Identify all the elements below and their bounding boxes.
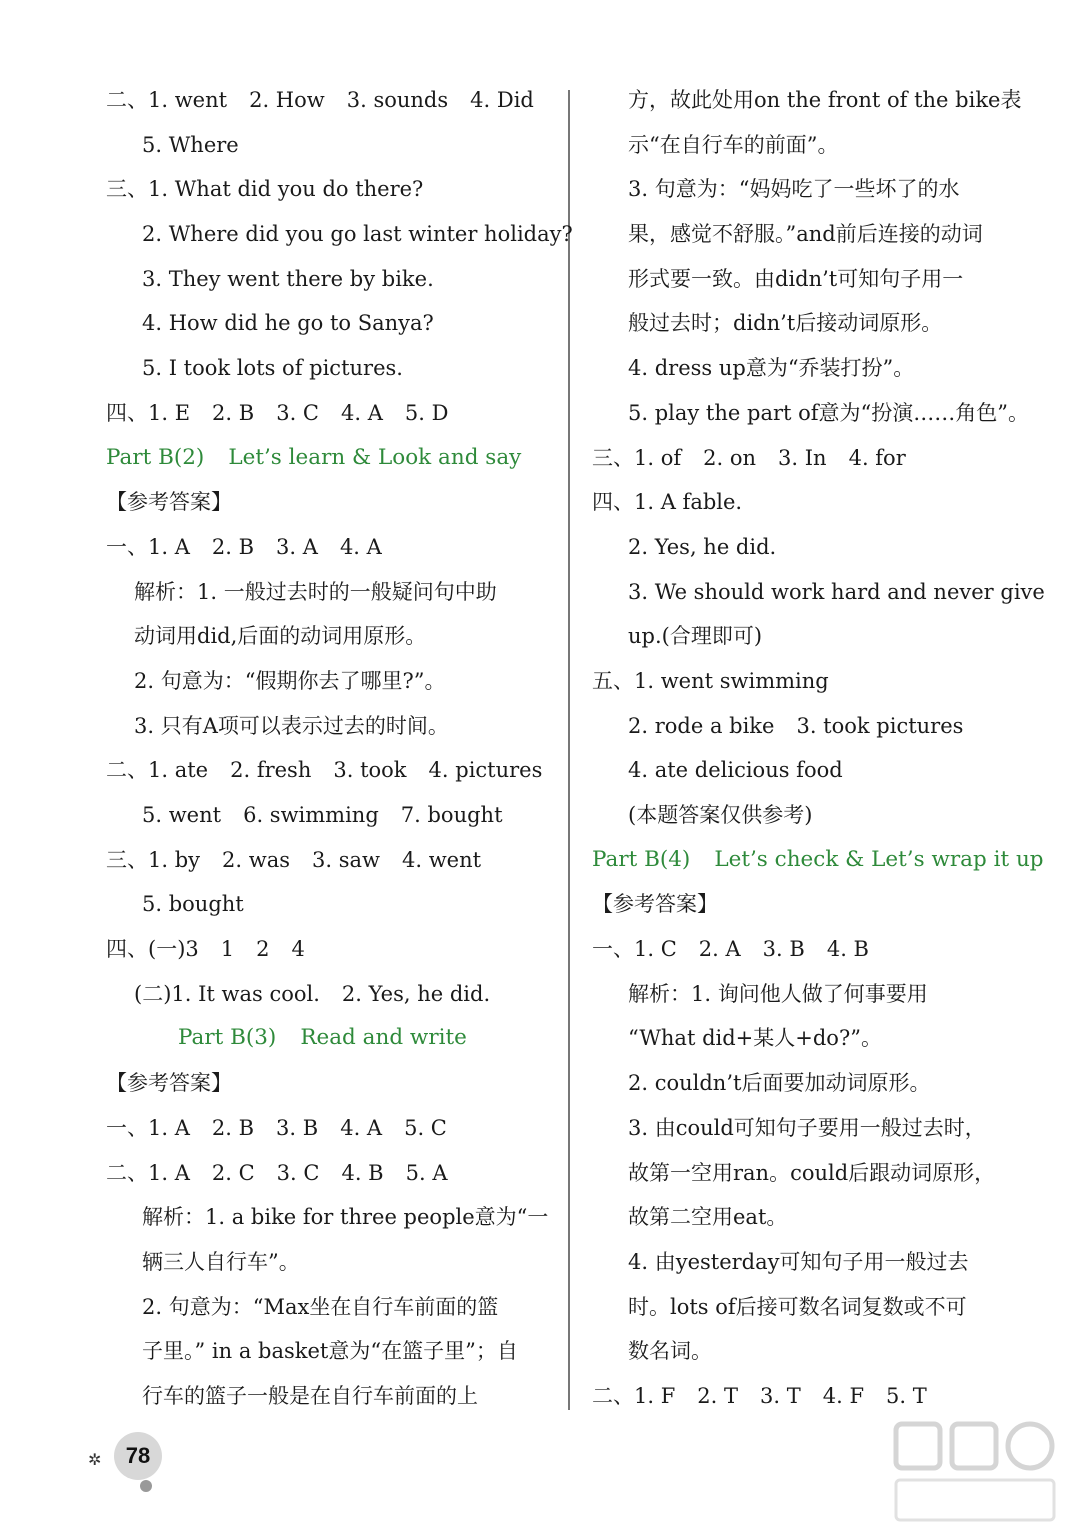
answer-line [106,1061,556,1106]
answer-line [106,1285,556,1330]
answer-text: 3. A [276,534,318,559]
answer-text: 5. D [404,400,449,425]
answer-line [592,212,1042,257]
answer-line [106,1151,556,1196]
answer-text: 3. took pictures [796,713,964,738]
answer-text: 2. 句意为：“假期你去了哪里?”。 [134,668,446,693]
answer-text: 解析：1. 一般过去时的一般疑问句中助 [134,579,497,604]
answer-text: 3. 只有A项可以表示过去的时间。 [134,713,449,738]
answer-line [106,748,556,793]
answer-line [592,972,1042,1017]
heading-text: Part B(2) [106,444,205,470]
answer-text: 三、1. What did you do there? [106,177,424,202]
answer-line [106,346,556,391]
answer-line [592,1240,1042,1285]
answer-text: 4. 由yesterday可知句子用一般过去 [628,1249,969,1274]
answer-line [592,704,1042,749]
answer-text: 故第二空用eat。 [628,1205,788,1230]
answer-line [592,167,1042,212]
answer-text: 4. B [341,1160,384,1185]
answer-line [106,123,556,168]
answer-text: 3. took [333,758,407,783]
answer-text: 3. 由could可知句子要用一般过去时， [628,1115,986,1140]
answer-text: 一、1. C [592,937,677,962]
answer-text: 四、1. E [106,400,191,425]
answer-text: 3. C [276,1160,320,1185]
answer-text: 3. We should work hard and never give [628,579,1045,604]
answer-text: 四、(一)3 [106,937,199,962]
answer-line [592,78,1042,123]
answer-line [106,391,556,436]
answer-text: 5. I took lots of pictures. [142,356,403,381]
answer-line [592,659,1042,704]
answer-text: 3. In [778,445,827,470]
answer-text: 二、1. F [592,1383,676,1408]
answer-text: 形式要一致。由didn’t可知句子用一 [628,266,964,291]
answer-text: 3. B [276,1115,319,1140]
answer-text: 4. ate delicious food [628,758,843,783]
answer-text: 2. on [703,445,757,470]
answer-line [106,1195,556,1240]
answer-line [106,1374,556,1419]
answer-text: 5. Where [142,132,239,157]
answer-line [592,257,1042,302]
answer-line [592,882,1042,927]
answer-text: 4. Did [470,88,534,112]
answer-line [592,793,1042,838]
answer-text: 7. bought [400,803,503,827]
answer-text: 二、1. ate [106,758,209,783]
answer-text: 2. C [211,1160,255,1185]
answer-text: 3. sounds [346,88,449,112]
answer-text: 3. They went there by bike. [142,266,434,291]
answer-text: 数名词。 [628,1339,712,1364]
answer-line [592,436,1042,481]
answer-text: 一、1. A [106,1115,190,1140]
answer-text: 3. saw [312,847,380,872]
heading-text: Read and write [300,1025,467,1051]
answer-line [106,1329,556,1374]
section-heading [106,436,556,481]
answer-text: 示“在自行车的前面”。 [628,132,839,157]
heading-text: Let’s learn & Look and say [228,444,522,470]
answer-line [106,167,556,212]
answer-text: 2. A [698,937,741,962]
answer-text: 2. B [212,400,255,425]
heading-text: Let’s check & Let’s wrap it up [714,846,1044,872]
answer-line [106,614,556,659]
answer-text: 4. pictures [428,758,543,783]
answer-line [106,882,556,927]
answer-line [592,1329,1042,1374]
answer-line [592,748,1042,793]
answer-text: 【参考答案】 [106,490,232,515]
answer-text: 4. dress up意为“乔装打扮”。 [628,356,915,381]
answer-line [106,570,556,615]
answer-text: 6. swimming [243,803,379,827]
answer-text: (本题答案仅供参考) [628,803,813,827]
answer-text: 4. B [826,937,869,962]
answer-text: 2 [256,937,270,962]
answer-text: 五、1. went swimming [592,668,829,693]
column-divider [568,90,570,1410]
answer-line [592,346,1042,391]
heading-text: Part B(3) [178,1025,277,1051]
answer-line [106,212,573,257]
answer-text: 2. Where did you go last winter holiday? [142,222,573,247]
answer-text: 解析：1. 询问他人做了何事要用 [628,981,928,1006]
answer-text: 4. A [340,400,383,425]
answer-line [592,1016,1042,1061]
answer-text: 4. A [340,1115,383,1140]
answer-text: 5. T [886,1383,927,1408]
answer-text: 4 [291,937,305,962]
answer-text: 2. rode a bike [628,713,775,738]
answer-site-logo [890,1418,1060,1526]
answer-line [106,793,556,838]
answer-line [592,927,1042,972]
answer-text: 四、1. A fable. [592,490,743,515]
answer-line [592,301,1042,346]
answer-text: 动词用did,后面的动词用原形。 [134,624,427,649]
answer-text: 三、1. of [592,445,682,470]
answer-line [592,1106,1042,1151]
answer-text: 4. A [339,534,382,559]
answer-line [106,659,556,704]
answer-text: 方，故此处用on the front of the bike表 [628,88,1022,112]
answer-text: 二、1. A [106,1160,190,1185]
answer-line [106,1240,556,1285]
answer-line [106,257,556,302]
answer-text: 4. How did he go to Sanya? [142,311,434,336]
answer-text: 行车的篮子一般是在自行车前面的上 [142,1383,478,1408]
heading-text: Part B(4) [592,846,691,872]
answer-line [592,1195,1042,1240]
answer-text: 4. went [402,847,482,872]
answer-text: 时。lots of后接可数名词复数或不可 [628,1294,967,1319]
answer-text: 子里。” in a basket意为“在篮子里”；自 [142,1339,518,1364]
answer-text: 2. Yes, he did. [341,981,491,1006]
answer-line [592,614,1042,659]
answer-text: 2. 句意为：“Max坐在自行车前面的篮 [142,1294,499,1319]
answer-text: 2. was [222,847,291,872]
answer-text: 一、1. A [106,534,190,559]
answer-line [106,525,556,570]
answer-text: 果，感觉不舒服。”and前后连接的动词 [628,222,983,247]
answer-text: 3. T [760,1383,801,1408]
answer-text: 2. How [249,88,325,112]
answer-text: 4. F [822,1383,865,1408]
left-column [106,78,573,1419]
answer-text: 3. C [276,400,319,425]
answer-text: 三、1. by [106,847,201,872]
answer-line [106,301,556,346]
answer-line [106,1106,556,1151]
answer-text: 5. A [405,1160,448,1185]
answer-text: 般过去时；didn’t后接动词原形。 [628,311,943,336]
answer-text: 1 [220,937,235,962]
answer-line [106,838,556,883]
answer-text: 5. play the part of意为“扮演……角色”。 [628,400,1029,425]
answer-line [592,570,1045,615]
answer-text: 2. B [211,1115,255,1140]
answer-line [592,1061,1042,1106]
answer-text: 5. C [404,1115,447,1140]
section-heading [106,1016,556,1061]
answer-line [106,927,556,972]
right-column [592,78,1045,1419]
answer-text: 4. for [848,445,906,470]
answer-text: 二、1. went [106,88,228,112]
page-number-dot [140,1480,152,1492]
answer-text: 辆三人自行车”。 [142,1249,300,1274]
answer-line [592,480,1042,525]
answer-text: up.(合理即可) [628,624,763,649]
answer-line [106,972,556,1017]
answer-text: 5. went [142,803,222,827]
answer-line [106,480,556,525]
answer-line [592,1374,1042,1419]
answer-line [106,78,556,123]
answer-text: 3. 句意为：“妈妈吃了一些坏了的水 [628,177,960,202]
page-number: 78 [114,1432,162,1480]
answer-line [592,1151,1042,1196]
flower-icon: ✲ [88,1450,102,1469]
answer-line [106,704,556,749]
answer-line [592,525,1042,570]
answer-text: 【参考答案】 [106,1071,232,1096]
answer-text: 3. B [762,937,805,962]
answer-text: 2. Yes, he did. [628,534,777,559]
answer-text: (二)1. It was cool. [134,981,320,1006]
answer-text: 2. fresh [230,758,312,783]
answer-text: 2. T [697,1383,739,1408]
answer-line [592,1285,1042,1330]
answer-text: 解析：1. a bike for three people意为“一 [142,1205,549,1230]
answer-text: 【参考答案】 [592,892,718,917]
answer-text: 2. B [211,534,255,559]
section-heading [592,838,1042,883]
answer-text: 故第一空用ran。could后跟动词原形， [628,1160,996,1185]
answer-text: “What did+某人+do?”。 [628,1026,882,1051]
answer-text: 5. bought [142,892,244,917]
answer-text: 2. couldn’t后面要加动词原形。 [628,1071,931,1096]
answer-line [592,123,1042,168]
answer-line [592,391,1042,436]
